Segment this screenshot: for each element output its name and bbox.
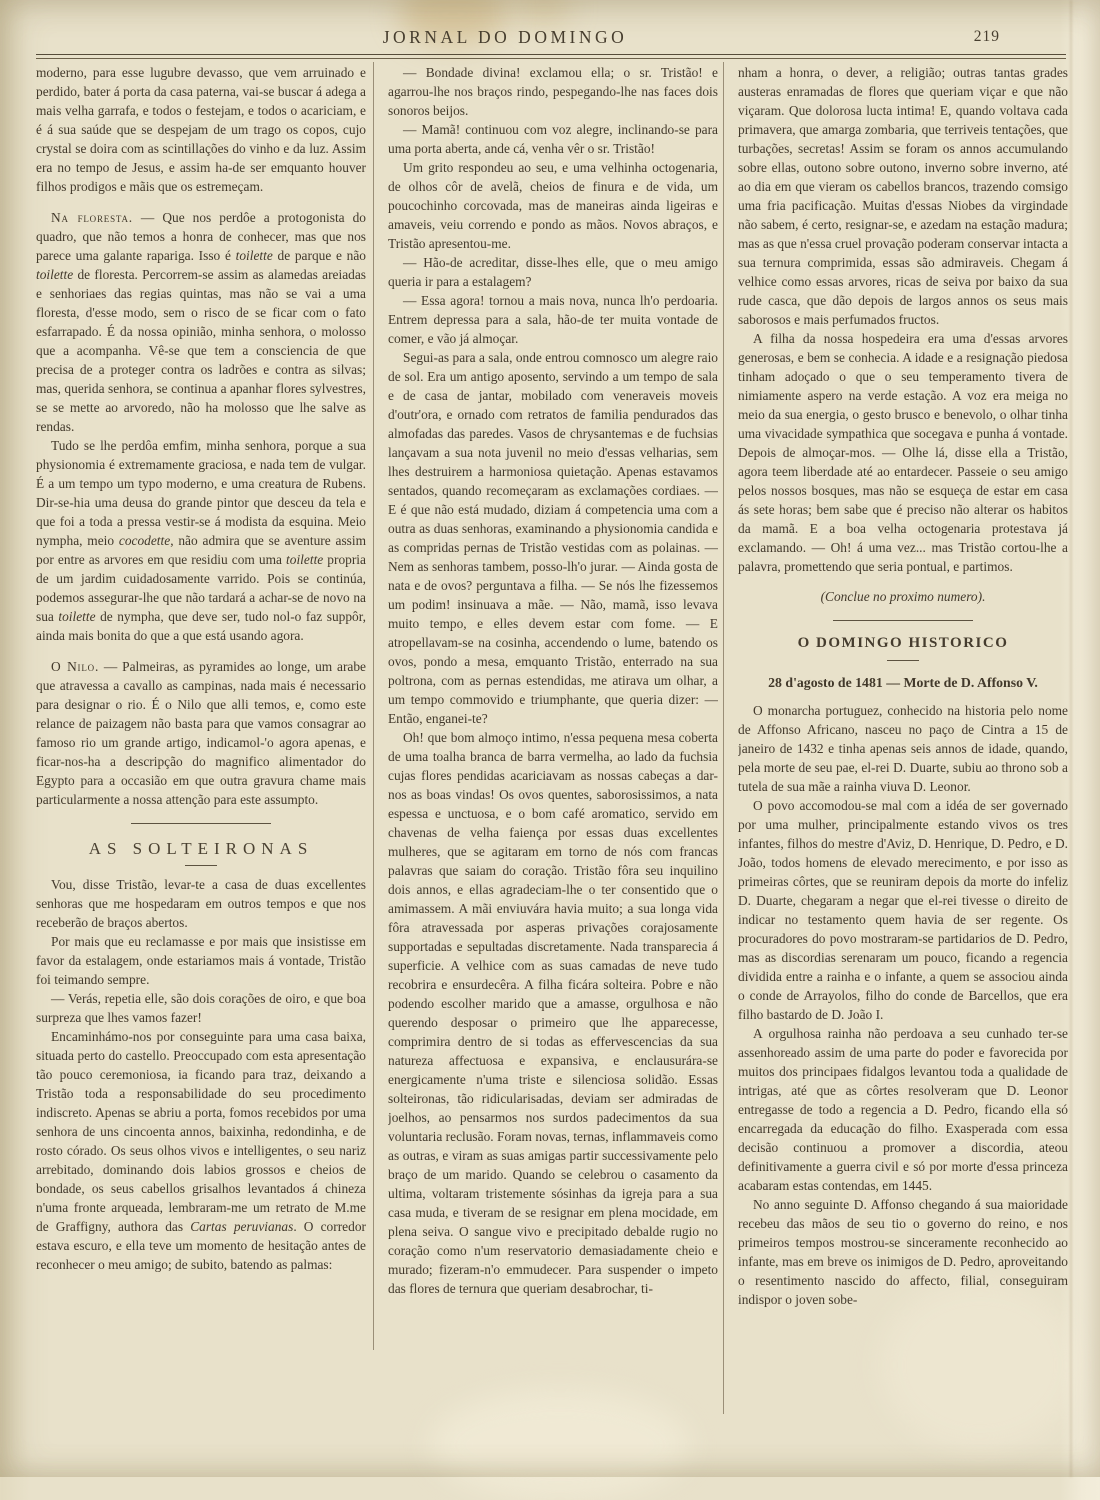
column-2 (388, 63, 718, 1463)
paragraph: Tudo se lhe perdôa emfim, minha senhora, porque a sua physionomia é extremamente graciosa, e nada tem de vulgar. É a um tempo um typo moderno, e uma creatura de Rubens. Dir-se-hia uma deusa do grande pintor que desceu da tela e que foi a toda a pressa vestir-se á modista da esquina. Meio nympha, meio cocodette, não admira que se aventure assim por entre as arvores em que residiu com uma toilette propria de um jardim cuidadosamente varrido. Pois se continúa, podemos assegurar-lhe que não tardará a achar-se de novo na sua toilette de nympha, que deve ser, tudo nol-o faz suppôr, ainda mais bonita do que a que está usando agora. (36, 438, 366, 643)
paragraph: No anno seguinte D. Affonso chegando á sua maioridade recebeu das mãos de seu tio o governo do reino, e nos primeiros tempos mostrou-se sinceramente reconhecido ao infante, mas em breve os inimigos de D. Pedro, aproveitando o resentimento nascido do affecto, filial, conseguiram indispor o joven sobe- (738, 1197, 1068, 1307)
column-3 (738, 63, 1068, 1463)
paragraph: A orgulhosa rainha não perdoava a seu cunhado ter-se assenhoreado assim de uma parte do poder e favorecida por muitos dos principaes fidalgos levantou toda a qualidade de intrigas, até que as côrtes resolveram que D. Leonor entregasse de todo a regencia a D. Pedro, ficando ella só encarregada da educação do filho. Exasperada com essa decisão continuou a promover a discordia, ateou definitivamente a guerra civil e só por morte d'essa princeza acabaram estas contendas, em 1445. (738, 1026, 1068, 1193)
paragraph: — Hão-de acreditar, disse-lhes elle, que o meu amigo queria ir para a estalagem? (388, 255, 718, 289)
column-1 (36, 63, 366, 1463)
paragraph: moderno, para esse lugubre devasso, que vem arruinado e perdido, bater á porta da casa paterna, vai-se buscar á adega a mais velha garrafa, e todos o festejam, e todos o acariciam, e é á sua saúde que se despejam de um trago os copos, cujo crystal se doira com as scintillações do vinho e da luz. Assim era no tempo de Jesus, e assim ha-de ser emquanto houver filhos prodigos e mãis que os estremeçam. (36, 65, 366, 194)
newspaper-title: JORNAL DO DOMINGO (382, 27, 628, 47)
paragraph: Encaminhámo-nos por conseguinte para uma casa baixa, situada perto do castello. Preoccupado com esta apresentação tão pouco ceremoniosa, ia ficando para traz, deixando a Tristão toda a responsabilidade do seu procedimento indiscreto. Apenas se abriu a porta, fomos recebidos por uma senhora de uns cincoenta annos, baixinha, redondinha, e de rosto córado. Os seus olhos vivos e intelligentes, o seu nariz arrebitado, dominando dois labios grossos e cheios de bondade, os seus cabellos grisalhos levantados á chineza n'uma fronte arqueada, lembraram-me um retrato de M.me de Graffigny, authora das Cartas peruvianas. O corredor estava escuro, e ella teve um momento de hesitação antes de reconhecer o meu amigo; de subito, batendo as palmas: (36, 1029, 366, 1272)
paragraph: — Verás, repetia elle, são dois corações de oiro, e que boa surpreza que lhes vamos fazer! (36, 991, 366, 1025)
paragraph: Um grito respondeu ao seu, e uma velhinha octogenaria, de olhos côr de avelã, cheios de finura e de vida, um poucochinho corcovada, mas de maneiras ainda ligeiras e amaveis, veiu correndo e pondo as mãos. Novos abraços, e Tristão apresentou-me. (388, 160, 718, 251)
paper-stain (516, 0, 572, 26)
paragraph: O povo accomodou-se mal com a idéa de ser governado por uma mulher, principalmente estando vivos os tres infantes, filhos do mestre d'Aviz, D. Henrique, D. Pedro, e D. João, todos homens de elevado merecimento, e por isso as primeiras côrtes, que se reuniram depois da morte do infeliz D. Duarte, chegaram a negar que el-rei tivesse o direito de indicar no testamento quem havia de ser regente. Os procuradores do povo mostraram-se partidarios de D. Pedro, mas as discordias serenaram um pouco, ficando a regencia dividida entre a rainha e o infante, a quem se associou ainda o conde de Arrayolos, filho do conde de Barcellos, que era filho bastardo de D. João I. (738, 798, 1068, 1022)
paragraph: — Bondade divina! exclamou ella; o sr. Tristão! e agarrou-lhe nos braços rindo, pespegando-lhe nas faces dois sonoros beijos. (388, 65, 718, 118)
paragraph: Na floresta. — Que nos perdôe a protogonista do quadro, que não temos a honra de conhecer, mas que nos parece uma galante rapariga. Isso é toilette de parque e não toilette de floresta. Percorrem-se assim as alamedas areiadas e senhoriaes das regias quintas, mas não se vai a uma floresta, d'esse modo, sem o risco de se ficar com o fato esfarrapado. É da nossa opinião, minha senhora, o molosso que a acompanha. Vê-se que tem a consciencia de que precisa de a proteger contra os ladrões e contra as silvas; mas, querida senhora, se continua a apanhar flores sylvestres, se se mette ao arvoredo, não ha molosso que lhe salve as rendas. (36, 210, 366, 434)
section-title: O DOMINGO HISTORICO (797, 635, 1009, 651)
paragraph: A filha da nossa hospedeira era uma d'essas arvores generosas, e bem se conhecia. A idade e a resignação piedosa tinham adoçado o que o seu temperamento tivera de nimiamente aspero na verde estação. A voz era meiga no meio da sua energia, o gesto brusco e benevolo, o olhar tinha uma vivacidade sympathica que socegava e punha á vontade. Depois de almoçar-mos. — Olhe lá, disse ella a Tristão, agora teem liberdade até ao entardecer. Passeie o seu amigo pelos nossos bosques, mas não se esqueça de estar em casa ás sete horas; bem sabe que é preciso não alterar os habitos da mamã. E a boa velha octogenaria protestava já exclamando. — Oh! á uma vez... mas Tristão cortou-lhe a palavra, promettendo que seria pontual, e partimos. (738, 331, 1068, 574)
article-subheading: 28 d'agosto de 1481 — Morte de D. Affonso V. (768, 675, 1038, 690)
section-divider (131, 823, 271, 824)
page-edge-crease (1070, 0, 1072, 1477)
paragraph: O monarcha portuguez, conhecido na historia pelo nome de Affonso Africano, nasceu no paço de Cintra a 15 de janeiro de 1432 e tinha apenas seis annos de idade, quando, pela morte de seu pae, el-rei D. Duarte, subiu ao throno sob a tutela de sua mãe a rainha viuva D. Leonor. (738, 703, 1068, 794)
ornament-rule (887, 660, 919, 661)
paragraph: Segui-as para a sala, onde entrou comnosco um alegre raio de sol. Era um antigo aposento, servindo a um tempo de sala e de casa de jantar, mobilado com veneraveis moveis d'outr'ora, e ornado com retratos de familia pendurados das almofadas das paredes. Vasos de chrysantemas e de fuchsias lançavam a sua nota juvenil no meio d'essas velharias, sem lhes destruirem a harmoniosa quietação. Apenas estavamos sentados, quando recomeçaram as exclamações cordiaes. — E é que não está mudado, diziam á competencia uma com a outra as duas senhoras, examinando a physionomia candida e as compridas pernas de Tristão vestidas com as polainas. — Nem as senhoras tambem, posso-lh'o jurar. — Ainda gosta de nata e de ovos? perguntava a filha. — Se nós lhe fizessemos um podim! insinuava a mãe. — Não, mamã, isso levava muito tempo, e elles devem estar com fome. — E atropellavam-se na cosinha, accendendo o lume, batendo os ovos, pondo a mesa, emquanto Tristão, enterrado na sua poltrona, com as pernas estendidas, me atirava um olhar, a um tempo commovido e triumphante, que queria dizer: — Então, enganei-te? (388, 350, 718, 726)
header-rule (36, 54, 1066, 59)
paragraph: Vou, disse Tristão, levar-te a casa de duas excellentes senhoras que me hospedaram em outros tempos e que nos receberão de braços abertos. (36, 877, 366, 930)
column-rule (373, 62, 374, 1350)
paragraph: — Mamã! continuou com voz alegre, inclinando-se para uma porta aberta, ande cá, venha vêr o sr. Tristão! (388, 122, 718, 156)
page-number: 219 (973, 28, 1000, 45)
paragraph: O Nilo. — Palmeiras, as pyramides ao longe, um arabe que atravessa a cavallo as campinas, nada mais é necessario para designar o rio. É o Nilo que alli temos, e, como este relance de paizagem não basta para que vamos consagrar ao famoso rio um grande artigo, indicamol-'o agora apenas, e ficar-nos-ha a descripção do magnifico alimentador do Egypto para a occasião em que outra gravura chame mais particularmente a nossa attenção para este assumpto. (36, 659, 366, 807)
continuation-note: (Conclue no proximo numero). (820, 589, 986, 604)
paragraph: nham a honra, o dever, a religião; outras tantas grades austeras enramadas de flores que queriam viçar e que não viçaram. Que dolorosa lucta intima! E, quando voltava cada primavera, que amarga zombaria, que terriveis tentações, que turbações, secretas! Assim se foram os annos accumulando sobre ellas, outono sobre outono, inverno sobre inverno, até ao dia em que vieram os cabellos brancos, trazendo comsigo uma fria pacificação. Muitas d'essas Niobes da virgindade não sabem, é certo, resignar-se, e azedam na estação madura; mas as que n'essa cruel provação poderam conservar intacta a sua ternura comprimida, essas são admiraveis. Chegam á velhice como essas arvores, ricas de seiva por baixo da sua rude casca, que dão depois de largos annos os seus mais saborosos e mais perfumados fructos. (738, 65, 1068, 327)
paragraph: Por mais que eu reclamasse e por mais que insistisse em favor da estalagem, onde estariamos mais á vontade, Tristão foi teimando sempre. (36, 934, 366, 987)
paragraph: — Essa agora! tornou a mais nova, nunca lh'o perdoaria. Entrem depressa para a sala, hão-de ter muita vontade de comer, e vão já almoçar. (388, 293, 718, 346)
section-title: AS SOLTEIRONAS (88, 839, 314, 858)
paragraph: Oh! que bom almoço intimo, n'essa pequena mesa coberta de uma toalha branca de barra vermelha, ao lado da fuchsia cujas flores pendidas acariciavam as nossas cabeças a dar-nos as boas vindas! Os ovos quentes, saborosissimos, a nata espessa e unctuosa, e o bom café aromatico, servido em chavenas de velha faiença por essas duas excellentes mulheres, que se agitaram em torno de nós com francas palavras que saiam do coração. Tristão fôra seu inquilino dois annos, e ellas agradeciam-lhe o ter consentido que o amimassem. A mãi enviuvára havia muito; a sua longa vida fôra atravessada por asperas privações corajosamente supportadas e sepultadas discretamente. Nada transparecia á superficie. A velhice com as suas camadas de neve tudo recobrira e ensurdecêra. A filha ficára solteira. Pobre e não podendo escolher marido que a amasse, orgulhosa e não querendo desposar o primeiro que lhe apparecesse, comprimira dentro de si todas as effervescencias da sua natureza affectuosa e expansiva, e enclausurára-se energicamente n'uma triste e silenciosa solidão. Essas solteironas, tão ridicularisadas, deviam ser admiradas de joelhos, ao pensarmos nos surdos padecimentos da sua voluntaria reclusão. Foram novas, ternas, inflammaveis como as outras, e viram as suas amigas partir successivamente pelo braço de um marido. Quando se celebrou o casamento da ultima, voltaram tristemente sósinhas da igreja para a sua casa muda, e tiveram de se resignar em plena mocidade, em plena seiva. O sangue vivo e precipitado debalde rugio no coração como n'um reservatorio demasiadamente cheio e murado; fizeram-n'o emmudecer. Para suspender o impeto das flores de ternura que queriam desabrochar, ti- (388, 730, 718, 1296)
paragraph-lead: Na floresta. (51, 210, 133, 225)
ornament-rule (185, 865, 217, 866)
column-rule (723, 62, 724, 1414)
paragraph-lead: O Nilo. (51, 659, 100, 674)
section-divider (833, 620, 973, 621)
